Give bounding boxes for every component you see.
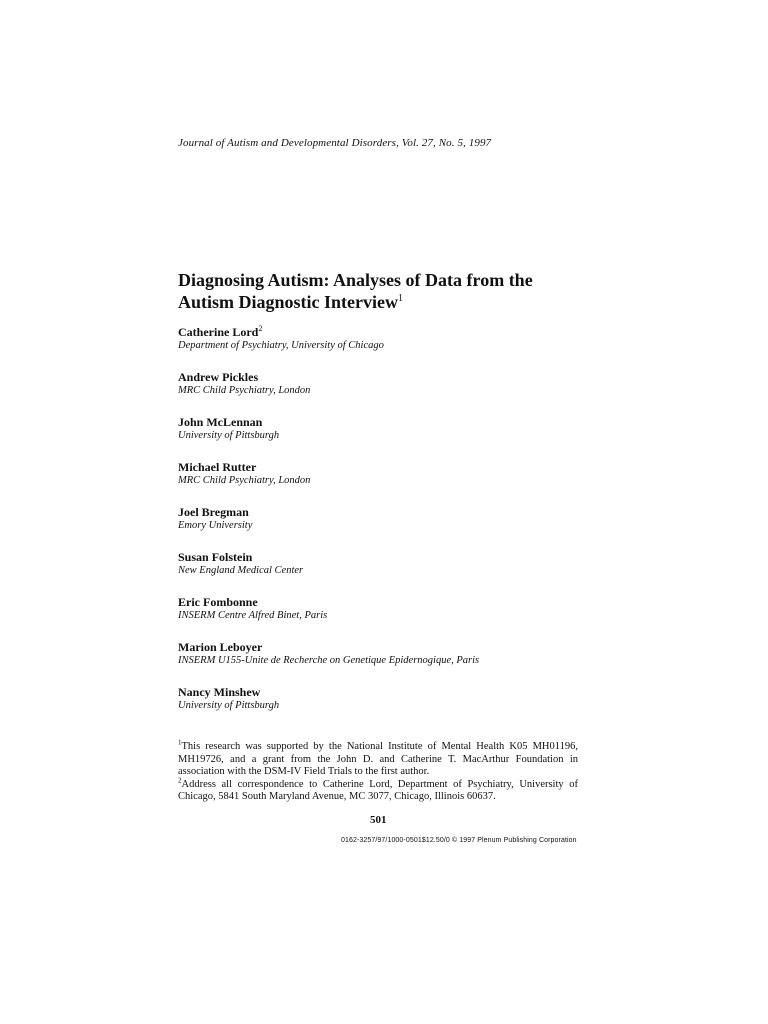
author-entry xyxy=(178,460,598,505)
author-name: Michael Rutter xyxy=(178,460,257,474)
footnote-text: This research was supported by the National Institute of Mental Health K05 MH01196, MH19726, and a grant from the John D. and Catherine T. MacArthur Foundation in association with the DSM-IV Field Trials to the first author. xyxy=(178,741,578,777)
author-name: Andrew Pickles xyxy=(178,370,259,384)
author-entry xyxy=(178,415,598,460)
author-affiliation: Department of Psychiatry, University of Chicago xyxy=(178,340,384,351)
author-name: Joel Bregman xyxy=(178,505,249,519)
author-entry xyxy=(178,325,598,370)
author-entry xyxy=(178,640,598,685)
author-affiliation: Emory University xyxy=(178,520,253,531)
title-line-1: Diagnosing Autism: Analyses of Data from the xyxy=(178,270,533,290)
title-line-2: Autism Diagnostic Interview xyxy=(178,292,398,312)
author-affiliation: University of Pittsburgh xyxy=(178,430,280,441)
author-affiliation: INSERM U155-Unite de Recherche on Genetique Epidernogique, Paris xyxy=(178,655,480,666)
author-name: Marion Leboyer xyxy=(178,640,263,654)
author-entry xyxy=(178,685,598,730)
author-name: Susan Folstein xyxy=(178,550,253,564)
author-entry xyxy=(178,505,598,550)
author-name: Nancy Minshew xyxy=(178,685,261,699)
article-title xyxy=(178,269,533,313)
footnote-mark: 1 xyxy=(178,738,182,747)
footnotes xyxy=(178,738,578,804)
author-entry xyxy=(178,550,598,595)
author-affiliation: MRC Child Psychiatry, London xyxy=(178,475,311,486)
author-name xyxy=(178,325,598,339)
author-name: John McLennan xyxy=(178,415,263,429)
author-name-text: Catherine Lord xyxy=(178,325,259,339)
author-entry xyxy=(178,595,598,640)
page-number: 501 xyxy=(370,814,387,826)
author-name: Eric Fombonne xyxy=(178,595,258,609)
footnote xyxy=(178,776,578,804)
footnote-mark: 2 xyxy=(178,776,182,784)
author-affiliation: University of Pittsburgh xyxy=(178,700,280,711)
author-footnote-mark: 2 xyxy=(258,324,263,333)
journal-header: Journal of Autism and Developmental Disorders, Vol. 27, No. 5, 1997 xyxy=(178,137,492,149)
footnote xyxy=(178,738,578,779)
author-affiliation: New England Medical Center xyxy=(178,565,304,576)
author-entry xyxy=(178,370,598,415)
copyright-line: 0162-3257/97/1000-0501$12.50/0 © 1997 Plenum Publishing Corporation xyxy=(341,837,577,844)
author-affiliation: MRC Child Psychiatry, London xyxy=(178,385,311,396)
footnote-text: Address all correspondence to Catherine Lord, Department of Psychiatry, University of Chicago, 5841 South Maryland Avenue, MC 3077, Chicago, Illinois 60637. xyxy=(178,778,578,802)
title-footnote-mark: 1 xyxy=(397,293,403,304)
author-list xyxy=(178,325,598,730)
author-affiliation: INSERM Centre Alfred Binet, Paris xyxy=(178,610,328,621)
